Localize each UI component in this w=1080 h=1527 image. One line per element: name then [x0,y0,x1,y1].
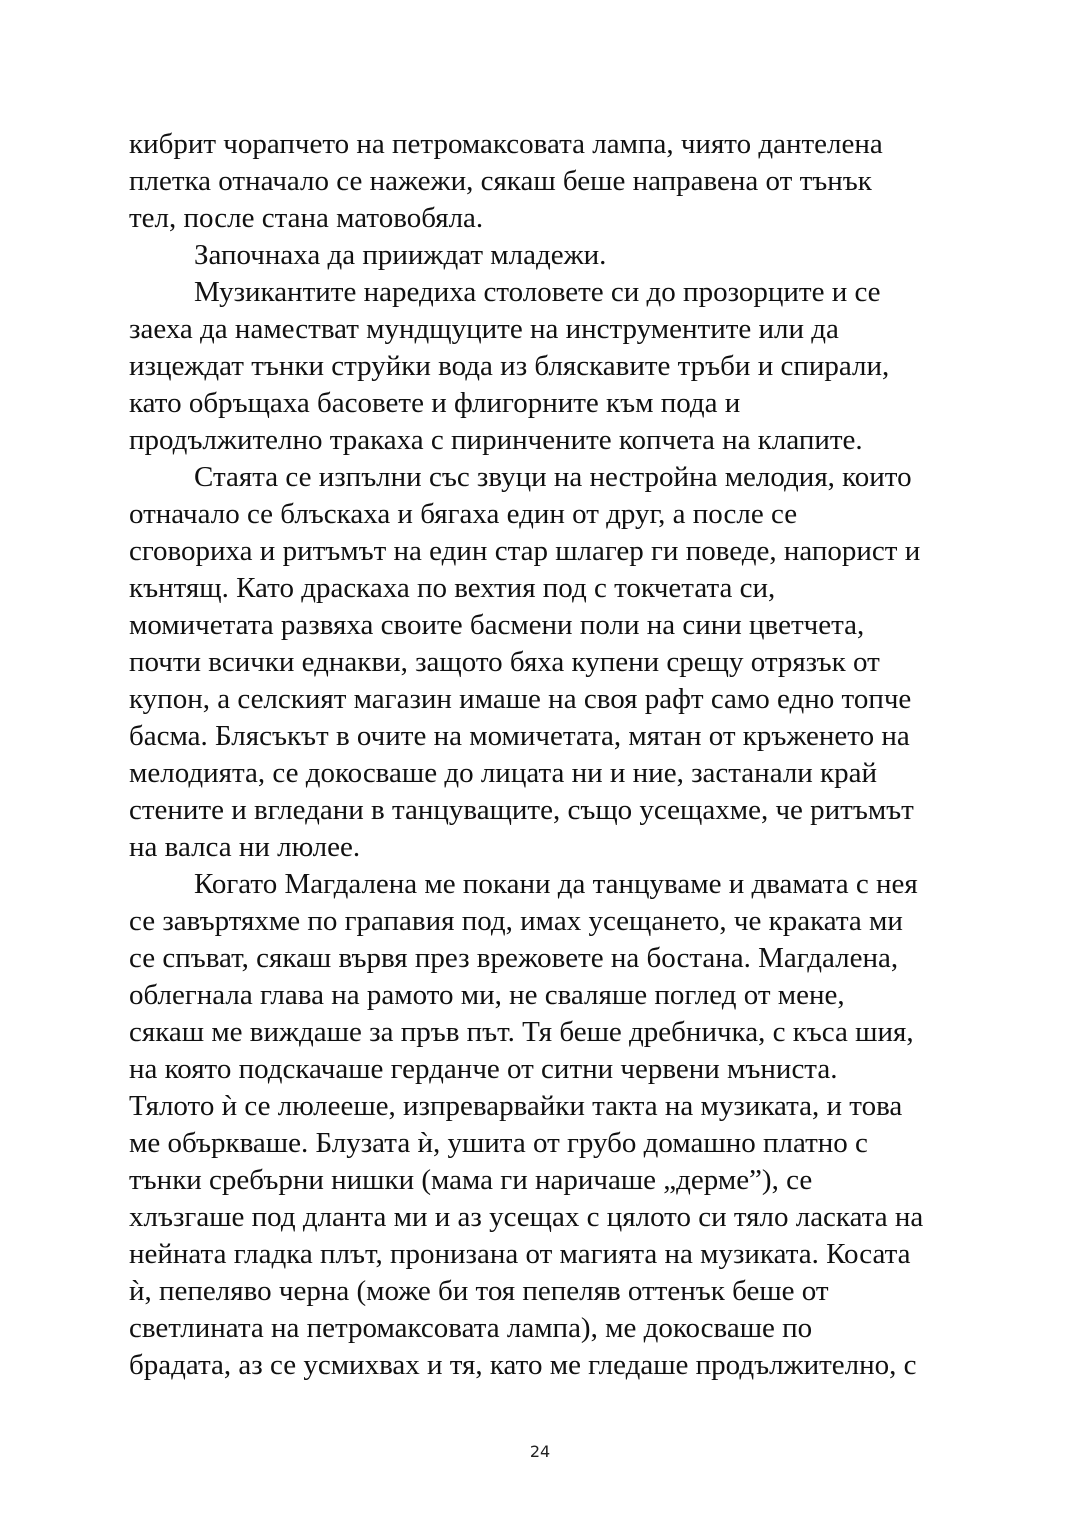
text-line: мелодията, се докосваше до лицата ни и ние, застанали край [129,757,878,789]
text-line: на валса ни люлее. [129,831,361,863]
text-line: сговориха и ритъмът на един стар шлагер ги поведе, напорист и [129,535,921,567]
text-line: стените и вгледани в танцуващите, също усещахме, че ритъмът [129,794,914,826]
text-line: купон, а селският магазин имаше на своя рафт само едно топче [129,683,912,715]
text-line: като обръщаха басовете и флигорните към пода и [129,387,741,419]
page-number: 24 [529,1442,551,1461]
text-line: Тялото ѝ се люлееше, изпреварвайки такта на музиката, и това [129,1090,903,1122]
text-line: брадата, аз се усмихвах и тя, като ме гледаше продължително, с [129,1349,917,1381]
text-line: кънтящ. Като драскаха по вехтия под с токчетата си, [129,572,776,604]
text-line: светлината на петромаксовата лампа), ме докосваше по [129,1312,813,1344]
paragraph-start-line: Музикантите наредиха столовете си до прозорците и се [194,276,881,308]
paragraph-start-line: Стаята се изпълни със звуци на нестройна мелодия, които [194,461,912,493]
text-line: заеха да наместват мундщуците на инструментите или да [129,313,839,345]
text-line: сякаш ме виждаше за пръв път. Тя беше дребничка, с къса шия, [129,1016,914,1048]
text-line: хлъзгаше под дланта ми и аз усещах с цялото си тяло ласката на [129,1201,924,1233]
text-line: плетка отначало се нажежи, сякаш беше направена от тънък [129,165,872,197]
text-line: почти всички еднакви, защото бяха купени срещу отрязък от [129,646,880,678]
text-line: се завъртяхме по грапавия под, имах усещането, че краката ми [129,905,903,937]
text-line: изцеждат тънки струйки вода из бляскавите тръби и спирали, [129,350,890,382]
text-line: ѝ, пепеляво черна (може би тоя пепеляв оттенък беше от [129,1275,829,1307]
text-line: тел, после стана матовобяла. [129,202,484,234]
text-line: басма. Блясъкът в очите на момичетата, мятан от кръженето на [129,720,910,752]
body-text [129,126,959,1384]
text-line: кибрит чорапчето на петромаксовата лампа, чиято дантелена [129,128,883,160]
text-line: се спъват, сякаш вървя през врежовете на бостана. Магдалена, [129,942,899,974]
text-line: тънки сребърни нишки (мама ги наричаше „дерме”), се [129,1164,813,1196]
text-line: нейната гладка плът, пронизана от магията на музиката. Косата [129,1238,911,1270]
text-line: облегнала глава на рамото ми, не сваляше поглед от мене, [129,979,845,1011]
text-line: момичетата развяха своите басмени поли на сини цветчета, [129,609,865,641]
paragraph-start-line: Когато Магдалена ме покани да танцуваме и двамата с нея [194,868,918,900]
text-line: продължително тракаха с пиринчените копчета на клапите. [129,424,863,456]
paragraph-start-line: Започнаха да прииждат младежи. [194,239,607,271]
text-line: на която подскачаше герданче от ситни червени мъниста. [129,1053,838,1085]
text-line: ме объркваше. Блузата ѝ, ушита от грубо домашно платно с [129,1127,868,1159]
text-line: отначало се блъскаха и бягаха един от друг, а после се [129,498,798,530]
